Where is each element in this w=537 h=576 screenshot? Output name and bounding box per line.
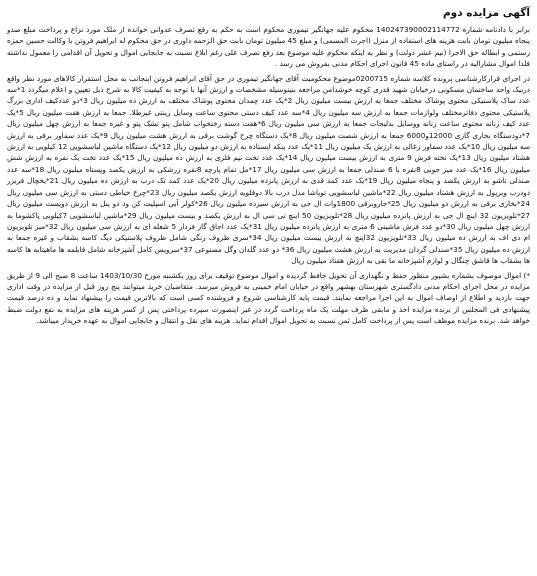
notice-paragraph-auction-terms: *) اموال موصوف بشماره بشپور منظور حفظ و نگهداری آن تحویل حافظ گردیده و اموال موضوع توقیف برای روز یکشنبه مورخ 1403/10/30 ساعت 8 صبح الی 9 از طریق مزایده در محل اجرای احکام مدنی دادگستری شهرستان بهشهر واقع در خیابان امام خمینی به فروش میرسد. متقاضیان خرید میتوانند پنج روز قبل از مزایده در وقت اداری جهت بازدید و اطلاع از اوصاف اموال به این اجرا مراجعه نمایند. قیمت پایه کارشناسی شروع و فروشنده کسی است که بالاترین قیمت را پیشنهاد نماید و ده درصد قیمت پیشنهادی فی المجلس از برنده مزایده اخذ و مابقی ظرف مهلت یک ماه پرداخت گردد در غیر اینصورت سپرده پرداختی پس از کسر هزینه های مزایده به نفع دولت ضبط خواهد شد. برنده مزایده موظف است پس از پرداخت کامل ثمن نسبت به تحویل اموال اقدام نماید. هزینه های نقل و انتقال و جابجایی اموال به عهده خریدار میباشد.: [7, 270, 531, 326]
notice-paragraph-judgment: برابر با دادنامه شماره 140247390002114772 محکوم علیه جهانگیر تیموری محکوم است به حکم به رفع تصرف عدوانی خوانده از ملک مورد نزاع و پرداخت مبلغ صدو پنجاه میلیون تومان بابت هزینه های استفاده از منزل (اجرت المسمی) و مبلغ 45 میلیون تومان بابت حق الزحمه داوری در حق محکوم له ابراهیم فروتن با وکالت حسین حمزه رستمی و ابطاله حق الاجرا (نیم عشر دولت) و نظر به اینکه محکوم علیه موضوع بعد رفع تصرف علی رغم ابلاغ نسبت به جابجایی اموال و تحویل آن اقدامی را معمول نداشته فلذا اموال مشارالیه در راستای ماده 45 قانون اجرای احکام مدنی بفروش می رسد .: [7, 25, 531, 69]
notice-paragraph-expert-report: در اجرای قرارکارشناسی پرونده کلاسه شماره 0200715موضوع محکومیت آقای جهانگیر تیموری در حق آقای ابراهیم فروتن اینجانب به محل استقرار کالاهای مورد نظر واقع دربیک واحد ساختمان مسکونی درخیابان شهید قدری کوچه خوشدامن مراجعه بنینوسیله مشخصات و ارزش آنها با توجه به کیفیت کالا به شرح ذیل تعیین و اعلام میگردد 1*سه عدد ساک پلاستیکی محتوی پوشاک مختلف جمعا به ارزش بیست میلیون ریال 2*یک عدد چمدان محتوی پوشاک مختلف به ارزش ده میلیون ریال 3*دو عددکیف اداری بزرگ پلاستیکی محتوی دفاترمختلف ولوازمات جمعا به ارزش سه میلیون ریال 4*سه عدد کیف دستی محتوی ساعت وسایل زینتی غیرطلا. جمعا به ارزش هفت میلیون ریال 5*یک عدد کیف زنانه محتوی ساعت زنانه ووسایل بدلیجات جمعا به ارزش سی میلیون ریال 6*هفت دسته رختخواب شامل پتو تشک پتو و غیره جمعا به ارزش چهل میلیون ریال 7*دودستگاه بخاری گازی 12000و6000 جمعا به ارزش شصت میلیون ریال 8*یک دستگاه چرخ گوشت برقی به ارزش هشت میلیون ریال 9*یک عدد سماور برقی به ارزش سه میلیون ریال 10*یک عدد سماور زغالی به ارزش یک میلیون ریال 11*یک عدد پنکه ایستاده به ارزش دو میلیون ریال 12*یک دستگاه ماشین لباسشویی 12 کیلویی به ارزش هشتاد میلیون ریال 13*یک تخته فرش 9 متری به ارزش بیست میلیون ریال 14*یک عدد تخت نیم فلزی به ارزش ده میلیون ریال 15*یک عدد تخت یک نفره به ارزش شش میلیون ریال 16*یک عدد میز جوبی 8نفره با 6 صندلی جمعا به ارزش سی میلیون ریال 17*مل تمام پارچه 8نفره زرشکی به ارزش یکصد ویستاه میلیون ریال 18*سه عدد صندلی تاشو به ارزش یکصد و پنجاه میلیون ریال 19*یک عدد کمد قدی به ارزش پانزده میلیون ریال 20*یک عدد کمد تک درب به ارزش ده میلیون ریال 21*یخچال فریزر دودرب وبرپول به ارزش هشتاد میلیون ریال 22*ماشین لباسشویی تویاشا مدل درب بالا دوقلویه ارزش یکصد میلیون ریال 23*چرخ خیاطی دستی به ارزش سی میلیون ریال 24*بخاری برقی به ارزش دو میلیون ریال 25*جاروبرقی 1800وات ال جی به ارزش سیزده میلیون ریال 26*کولر آبی اسپلیت کن ود دو پنل به ارزش دویست میلیون ریال 27*تلویزیون 32 اینچ ال جی به ارزش پانزده میلیون ریال 28*تلویزیون 50 اینچ تی سی ال به ارزش یکصد و بیست میلیون ریال 29*ماشین لباسشویی 7کیلویی پاکشوما به ارزش چهل میلیون ریال 30*دو عدد فرش ماشینی 6 متری به ارزش پانزده میلیون ریال 31*یک عدد اجاق گاز فردار 5 شعله ای به ارزش سی میلیون ریال 32*میز تلویزیون ام دی اف به ارزش ده میلیون ریال 33*تلویزیون 32اینچ به ارزش بیست میلیون ریال 34*سری ظروف رنگی شامل ظروف پلاستیکی دیگ کاسه بشقاب و غیره جمعا به ارزش ده میلیون ریال 35*صندلی گردان مدیریت به ارزش هشت میلیون ریال 36* دو عدد گلدان وگل مصنوعی 37*سرویس کامل آشپزخانه شامل قابلمه ها ماهیتابه ها کاسه ها بشقاب ها قاشق چنگال و لوازم آشپزخانه ما بقی به ارزش هفتاد میلیون ریال: [7, 73, 531, 266]
notice-title: آگهی مزایده دوم: [442, 7, 530, 19]
